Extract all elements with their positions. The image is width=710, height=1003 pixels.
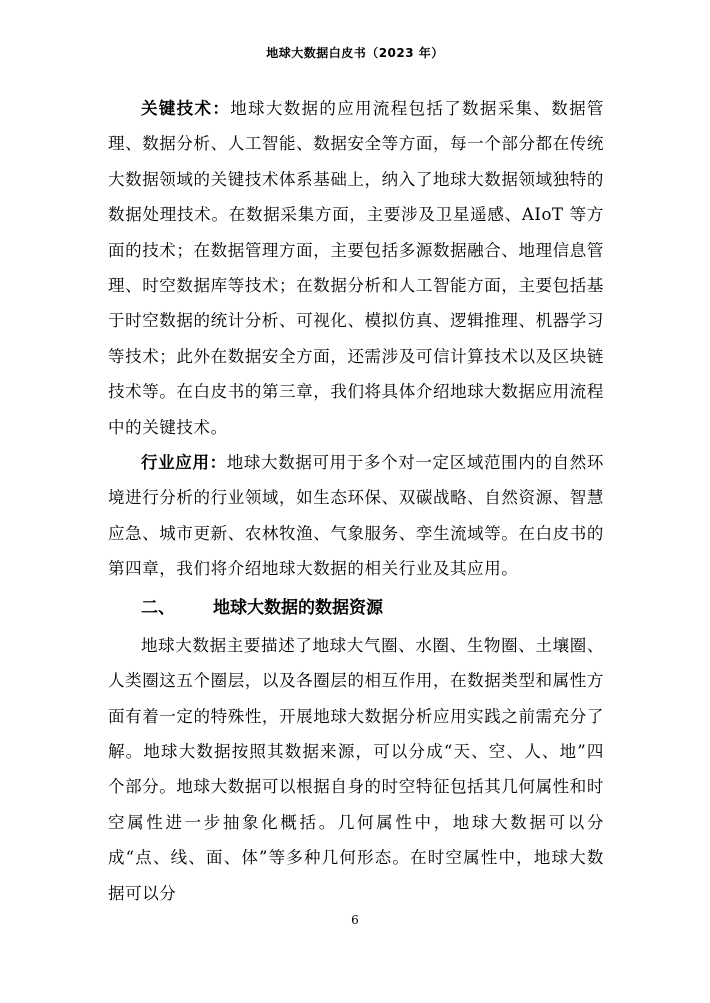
section-number: 二、 [141, 597, 175, 618]
paragraph-text-industry-application: 地球大数据可用于多个对一定区域范围内的自然环境进行分析的行业领域，如生态环保、双碳战略、自然资源、智慧应急、城市更新、农林牧渔、气象服务、孪生流域等。在白皮书的第四章，我们将介绍地球大数据的相关行业及其应用。 [108, 453, 604, 579]
section-heading [108, 590, 604, 626]
paragraph-text-data-resources: 地球大数据主要描述了地球大气圈、水圈、生物圈、土壤圈、人类圈这五个圈层，以及各圈层的相互作用，在数据类型和属性方面有着一定的特殊性，开展地球大数据分析应用实践之前需充分了解。地球大数据按照其数据来源，可以分成“天、空、人、地”四个部分。地球大数据可以根据自身的时空特征包括其几何属性和时空属性进一步抽象化概括。几何属性中，地球大数据可以分成“点、线、面、体”等多种几何形态。在时空属性中，地球大数据可以分 [108, 635, 604, 903]
paragraph-key-technology [108, 91, 604, 445]
body-content [108, 91, 604, 911]
paragraph-lead-industry-application: 行业应用： [141, 453, 227, 473]
running-header: 地球大数据白皮书（2023 年） [266, 46, 444, 60]
page-number: 6 [351, 913, 359, 927]
paragraph-industry-application [108, 445, 604, 587]
paragraph-lead-key-technology: 关键技术： [141, 99, 231, 118]
paragraph-text-key-technology: 地球大数据的应用流程包括了数据采集、数据管理、数据分析、人工智能、数据安全等方面，每一个部分都在传统大数据领域的关键技术体系基础上，纳入了地球大数据领域独特的数据处理技术。在数据采集方面，主要涉及卫星遥感、AIoT 等方面的技术；在数据管理方面，主要包括多源数据融合、地理信息管理、时空数据库等技术；在数据分析和人工智能方面，主要包括基于时空数据的统计分析、可视化、模拟仿真、逻辑推理、机器学习等技术；此外在数据安全方面，还需涉及可信计算技术以及区块链技术等。在白皮书的第三章，我们将具体介绍地球大数据应用流程中的关键技术。 [108, 99, 604, 437]
paragraph-data-resources [108, 628, 604, 911]
section-title: 地球大数据的数据资源 [213, 597, 383, 618]
